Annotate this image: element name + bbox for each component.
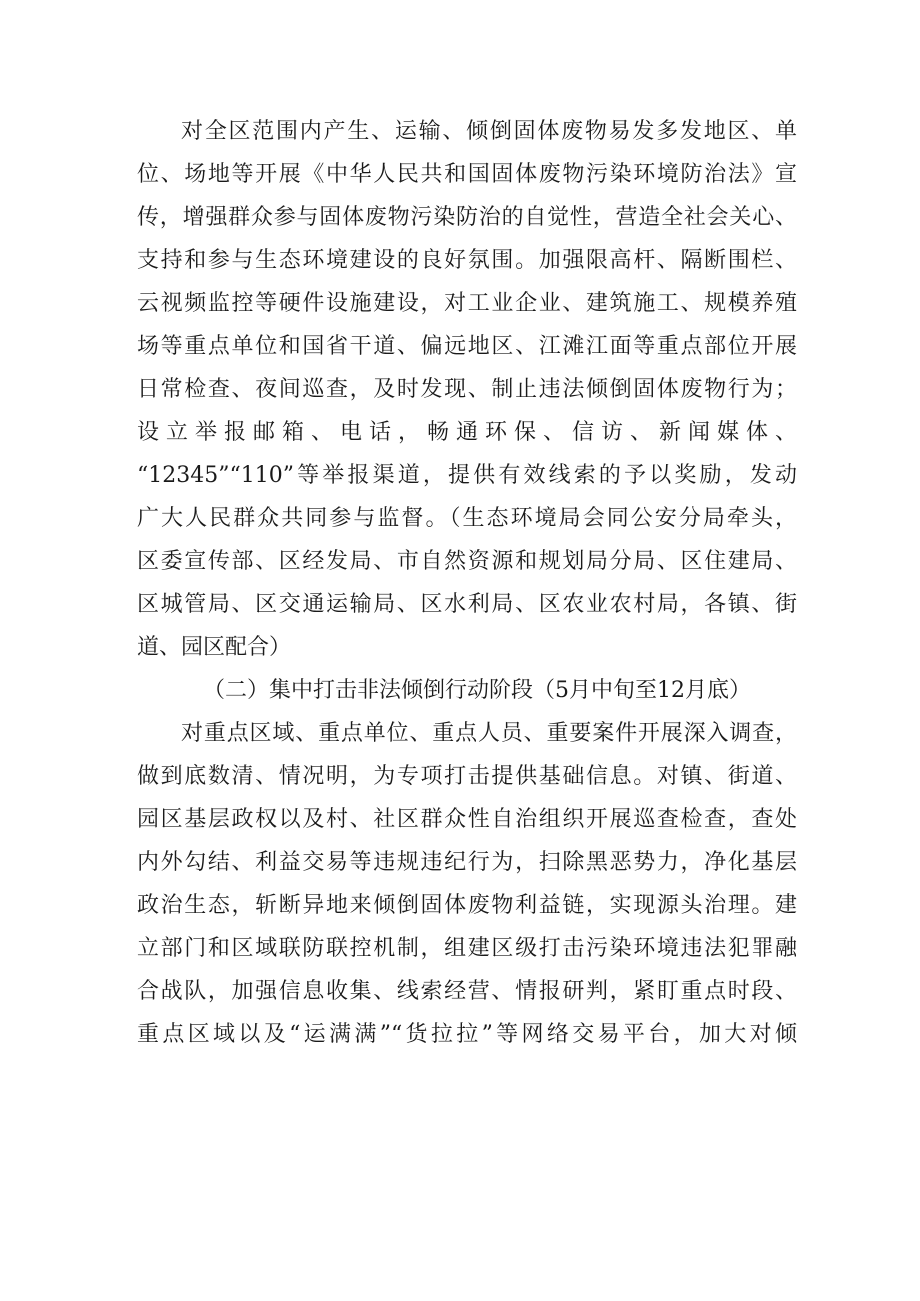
text-line: 做到底数清、情况明，为专项打击提供基础信息。对镇、街道、 [137,764,797,789]
text-line: 合战队，加强信息收集、线索经营、情报研判，紧盯重点时段、 [137,979,797,1004]
text-line: 内外勾结、利益交易等违规违纪行为，扫除黑恶势力，净化基层 [137,850,797,875]
section-heading: （二）集中打击非法倾倒行动阶段（5月中旬至12月底） [203,678,751,703]
paragraph-publicity [137,110,797,669]
text-line: 场等重点单位和国省干道、偏远地区、江滩江面等重点部位开展 [137,334,797,359]
text-line: 重点区域以及“运满满”“货拉拉”等网络交易平台，加大对倾 [137,1022,797,1047]
text-line: 道、园区配合） [137,635,292,660]
text-line: 传，增强群众参与固体废物污染防治的自觉性，营造全社会关心、 [137,205,797,230]
text-line: 支持和参与生态环境建设的良好氛围。加强限高杆、隔断围栏、 [137,248,797,273]
text-line: 云视频监控等硬件设施建设，对工业企业、建筑施工、规模养殖 [137,291,797,316]
text-line: 日常检查、夜间巡查，及时发现、制止违法倾倒固体废物行为； [137,377,797,402]
text-line: 位、场地等开展《中华人民共和国固体废物污染环境防治法》宣 [137,162,797,187]
text-line: 广大人民群众共同参与监督。（生态环境局会同公安分局牵头， [137,506,797,531]
document-body [137,110,797,1056]
text-line: 政治生态，斩断异地来倾倒固体废物利益链，实现源头治理。建 [137,893,797,918]
text-line: 对重点区域、重点单位、重点人员、重要案件开展深入调查， [181,721,797,746]
text-line: 区城管局、区交通运输局、区水利局、区农业农村局，各镇、街 [137,592,797,617]
text-line: 设立举报邮箱、电话，畅通环保、信访、新闻媒体、 [137,420,797,445]
text-line: 区委宣传部、区经发局、市自然资源和规划局分局、区住建局、 [137,549,797,574]
text-line: “12345”“110”等举报渠道，提供有效线索的予以奖励，发动 [137,463,797,488]
text-line: 立部门和区域联防联控机制，组建区级打击污染环境违法犯罪融 [137,936,797,961]
text-line: 园区基层政权以及村、社区群众性自治组织开展巡查检查，查处 [137,807,797,832]
text-line: 对全区范围内产生、运输、倾倒固体废物易发多发地区、单 [181,119,797,144]
paragraph-crackdown [137,712,797,1056]
